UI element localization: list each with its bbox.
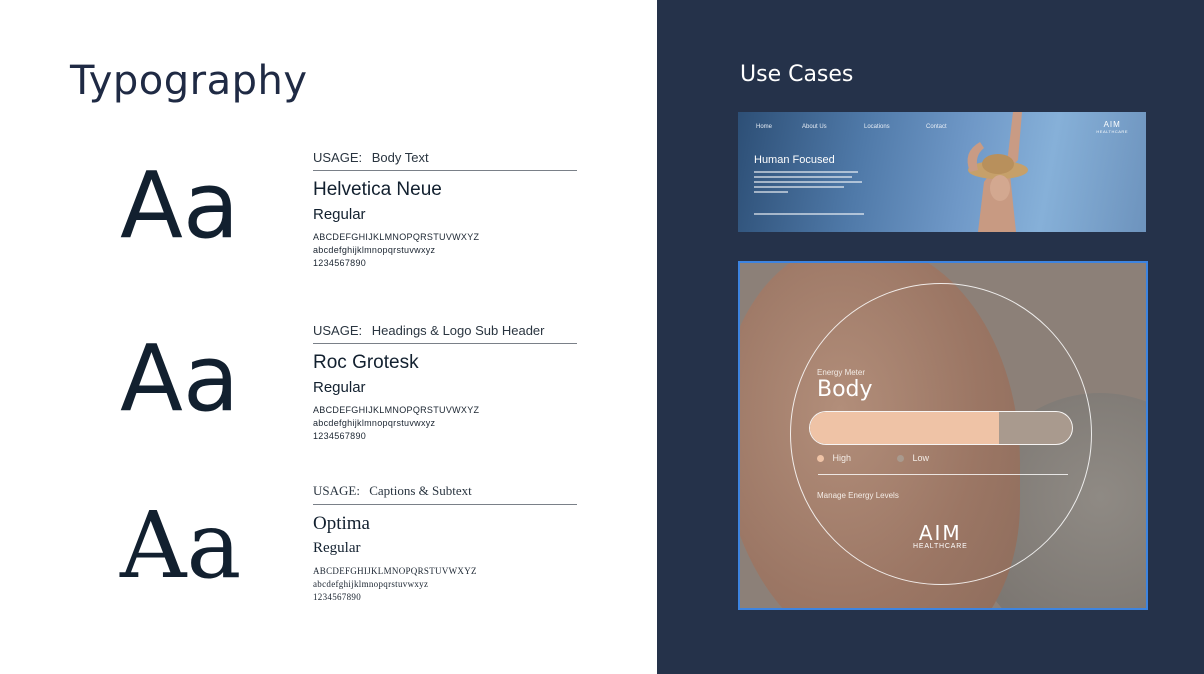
banner-logo-sub: HEALTHCARE [1096, 129, 1128, 134]
font-weight: Regular [313, 379, 366, 396]
font-weight: Regular [313, 540, 361, 556]
energy-level-bar[interactable] [809, 411, 1073, 445]
energy-level-fill [810, 412, 999, 444]
manage-energy-link[interactable]: Manage Energy Levels [817, 491, 899, 500]
font-name: Optima [313, 513, 370, 534]
legend-high-label: High [832, 453, 852, 463]
usage-value: Headings & Logo Sub Header [371, 323, 545, 338]
usage-label: USAGE: [313, 323, 363, 338]
page-title: Typography [70, 58, 308, 104]
lowercase-set: abcdefghijklmnopqrstuvwxyz [313, 579, 429, 589]
use-cases-panel [657, 0, 1204, 674]
legend-low-label: Low [912, 453, 930, 463]
uppercase-set: ABCDEFGHIJKLMNOPQRSTUVWXYZ [313, 405, 480, 415]
website-banner-preview [738, 112, 1146, 232]
font-name: Roc Grotesk [313, 352, 419, 373]
nav-link-about[interactable]: About Us [802, 124, 827, 130]
energy-meter-preview [738, 261, 1148, 610]
banner-link[interactable] [754, 213, 864, 215]
usage-label: USAGE: [313, 150, 363, 165]
font-name: Helvetica Neue [313, 179, 442, 200]
banner-body-copy [754, 171, 874, 196]
digit-set: 1234567890 [313, 258, 367, 268]
usage-line [313, 323, 577, 344]
usage-label: USAGE: [313, 483, 360, 498]
meter-label: Energy Meter [817, 368, 866, 377]
font-weight: Regular [313, 206, 366, 223]
high-dot-icon [817, 455, 824, 462]
uppercase-set: ABCDEFGHIJKLMNOPQRSTUVWXYZ [313, 232, 480, 242]
font-spec-helvetica [313, 150, 577, 270]
low-dot-icon [897, 455, 904, 462]
font-sample-helvetica: Aa [120, 152, 240, 259]
model-photo-illustration [918, 112, 1038, 232]
nav-link-contact[interactable]: Contact [926, 124, 947, 130]
usage-line [313, 483, 577, 505]
nav-link-home[interactable]: Home [756, 124, 773, 130]
character-set [313, 404, 577, 443]
digit-set: 1234567890 [313, 592, 361, 602]
font-spec-roc-grotesk [313, 323, 577, 443]
banner-logo-word: AIM [1103, 120, 1121, 129]
usage-value: Body Text [371, 150, 429, 165]
font-sample-roc-grotesk: Aa [120, 325, 240, 432]
digit-set: 1234567890 [313, 431, 367, 441]
banner-heading: Human Focused [754, 154, 835, 166]
nav-link-locations[interactable]: Locations [864, 124, 890, 130]
lowercase-set: abcdefghijklmnopqrstuvwxyz [313, 245, 436, 255]
font-sample-optima: Aa [120, 492, 242, 599]
section-title: Use Cases [740, 62, 854, 87]
font-spec-optima [313, 483, 577, 604]
divider [818, 474, 1068, 475]
uppercase-set: ABCDEFGHIJKLMNOPQRSTUVWXYZ [313, 566, 477, 576]
usage-line [313, 150, 577, 171]
logo-sub: HEALTHCARE [913, 543, 968, 550]
banner-logo[interactable] [1096, 120, 1128, 134]
aim-healthcare-logo [913, 523, 968, 550]
lowercase-set: abcdefghijklmnopqrstuvwxyz [313, 418, 436, 428]
character-set [313, 565, 577, 604]
legend-high [817, 453, 851, 463]
character-set [313, 231, 577, 270]
logo-word: AIM [918, 521, 962, 545]
legend-low [897, 453, 929, 463]
meter-title: Body [817, 377, 873, 402]
usage-value: Captions & Subtext [369, 483, 472, 498]
